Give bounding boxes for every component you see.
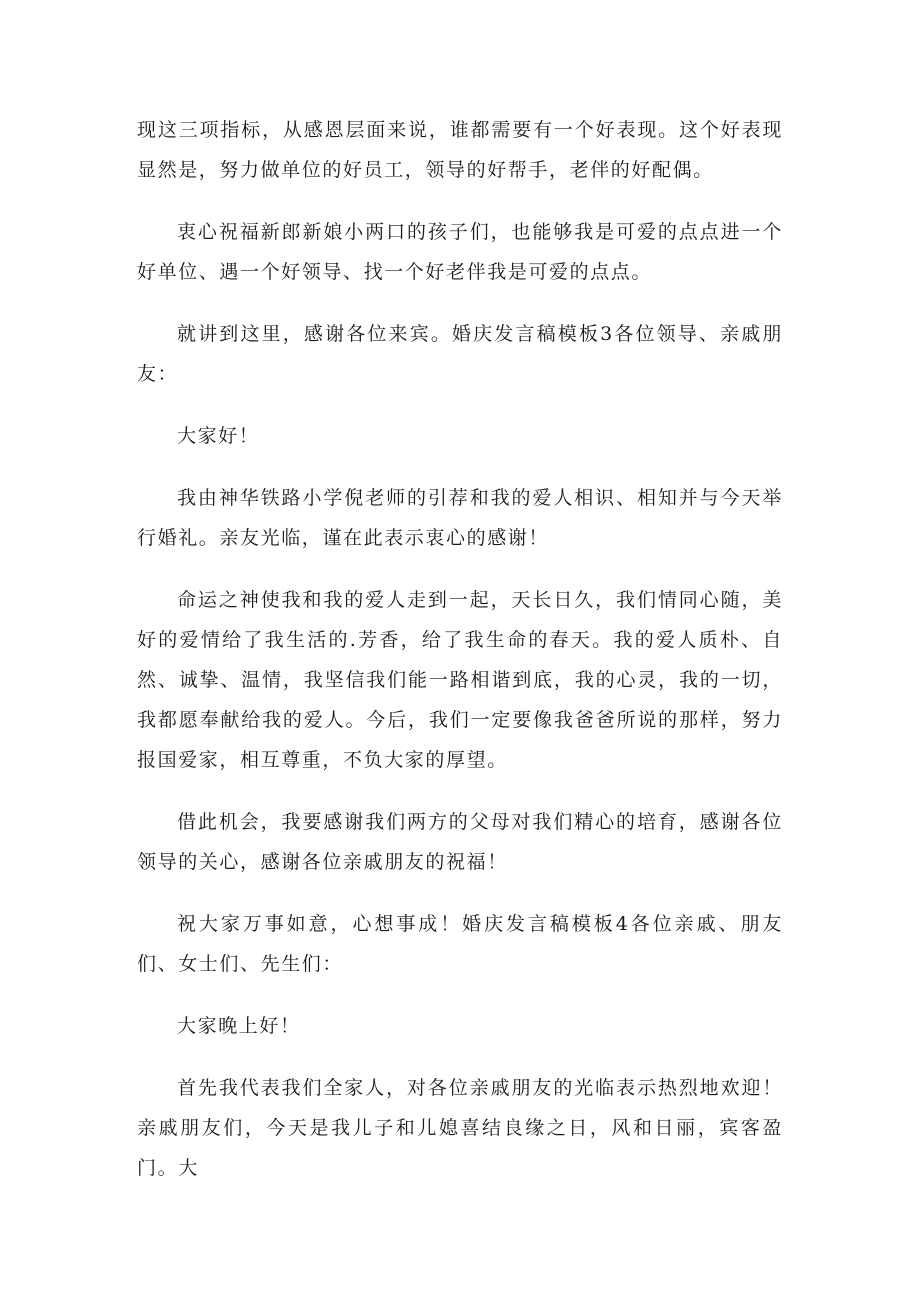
document-body [137,110,783,1210]
paragraph-10: 首先我代表我们全家人，对各位亲戚朋友的光临表示热烈地欢迎！亲戚朋友们，今天是我儿子和儿媳喜结良缘之日，风和日丽，宾客盈门。大 [137,1077,783,1179]
paragraph-6: 命运之神使我和我的爱人走到一起，天长日久，我们情同心随，美好的爱情给了我生活的.芳香，给了我生命的春天。我的爱人质朴、自然、诚挚、温情，我坚信我们能一路相谐到底，我的心灵，我的一切，我都愿奉献给我的爱人。今后，我们一定要像我爸爸所说的那样，努力报国爱家，相互尊重，不负大家的厚望。 [137,589,783,771]
paragraph-greeting-1: 大家好！ [177,425,260,447]
paragraph-3: 就讲到这里，感谢各位来宾。婚庆发言稿模板3各位领导、亲戚朋友： [137,323,783,385]
paragraph-8: 祝大家万事如意，心想事成！婚庆发言稿模板4各位亲戚、朋友们、女士们、先生们： [137,913,783,975]
paragraph-7: 借此机会，我要感谢我们两方的父母对我们精心的培育，感谢各位领导的关心，感谢各位亲戚朋友的祝福！ [137,811,783,873]
paragraph-greeting-2: 大家晚上好！ [177,1015,301,1037]
paragraph-1: 现这三项指标，从感恩层面来说，谁都需要有一个好表现。这个好表现显然是，努力做单位的好员工，领导的好帮手，老伴的好配偶。 [137,119,783,181]
paragraph-5: 我由神华铁路小学倪老师的引荐和我的爱人相识、相知并与今天举行婚礼。亲友光临，谨在此表示衷心的感谢！ [137,487,783,549]
paragraph-2: 衷心祝福新郎新娘小两口的孩子们，也能够我是可爱的点点进一个好单位、遇一个好领导、找一个好老伴我是可爱的点点。 [137,221,783,283]
